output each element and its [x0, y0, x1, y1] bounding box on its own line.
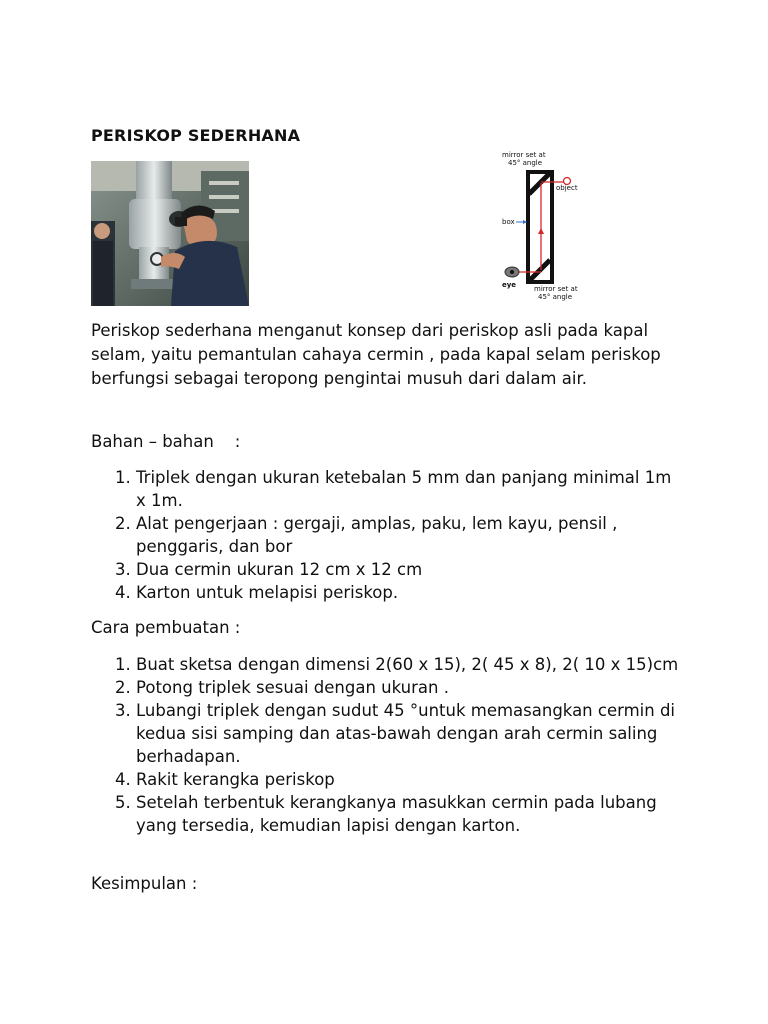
label-mirror-bottom-1: mirror set at — [534, 285, 578, 293]
list-item: 4. Karton untuk melapisi periskop. — [136, 581, 684, 604]
label-mirror-top-2: 45° angle — [508, 159, 543, 167]
label-object: object — [556, 184, 578, 192]
photo-illustration — [91, 161, 249, 306]
list-item: 4. Rakit kerangka periskop — [136, 768, 684, 791]
document-title: PERISKOP SEDERHANA — [91, 126, 301, 145]
list-item: 3. Lubangi triplek dengan sudut 45 °untuk memasangkan cermin di kedua sisi samping dan atas-bawah dengan arah cermin saling berhadapan. — [136, 699, 684, 768]
bottom-mirror — [529, 260, 550, 281]
eye-pupil-icon — [510, 270, 514, 274]
intro-paragraph: Periskop sederhana menganut konsep dari periskop asli pada kapal selam, yaitu pemantulan cahaya cermin , pada kapal selam periskop berfungsi sebagai teropong pengintai musuh dari dalam air. — [91, 321, 661, 388]
conclusion-heading: Kesimpulan : — [91, 874, 198, 893]
periscope-diagram — [496, 150, 596, 306]
list-item: 1. Buat sketsa dengan dimensi 2(60 x 15), 2( 45 x 8), 2( 10 x 15)cm — [136, 653, 684, 676]
steps-list — [91, 653, 684, 837]
list-item: 3. Dua cermin ukuran 12 cm x 12 cm — [136, 558, 684, 581]
materials-list — [91, 466, 684, 604]
submarine-periscope-photo — [91, 161, 249, 306]
list-item: 5. Setelah terbentuk kerangkanya masukkan cermin pada lubang yang tersedia, kemudian lapisi dengan karton. — [136, 791, 684, 837]
top-mirror — [529, 173, 550, 194]
list-item: 1. Triplek dengan ukuran ketebalan 5 mm dan panjang minimal 1m x 1m. — [136, 466, 684, 512]
light-arrow-icon — [538, 228, 544, 234]
label-box: box — [502, 218, 515, 226]
label-eye: eye — [502, 281, 517, 289]
periscope-diagram-svg — [496, 150, 596, 306]
list-item: 2. Potong triplek sesuai dengan ukuran . — [136, 676, 684, 699]
materials-heading: Bahan – bahan : — [91, 432, 241, 451]
steps-heading: Cara pembuatan : — [91, 618, 241, 637]
label-mirror-bottom-2: 45° angle — [538, 293, 573, 301]
label-mirror-top-1: mirror set at — [502, 151, 546, 159]
list-item: 2. Alat pengerjaan : gergaji, amplas, paku, lem kayu, pensil , penggaris, dan bor — [136, 512, 684, 558]
